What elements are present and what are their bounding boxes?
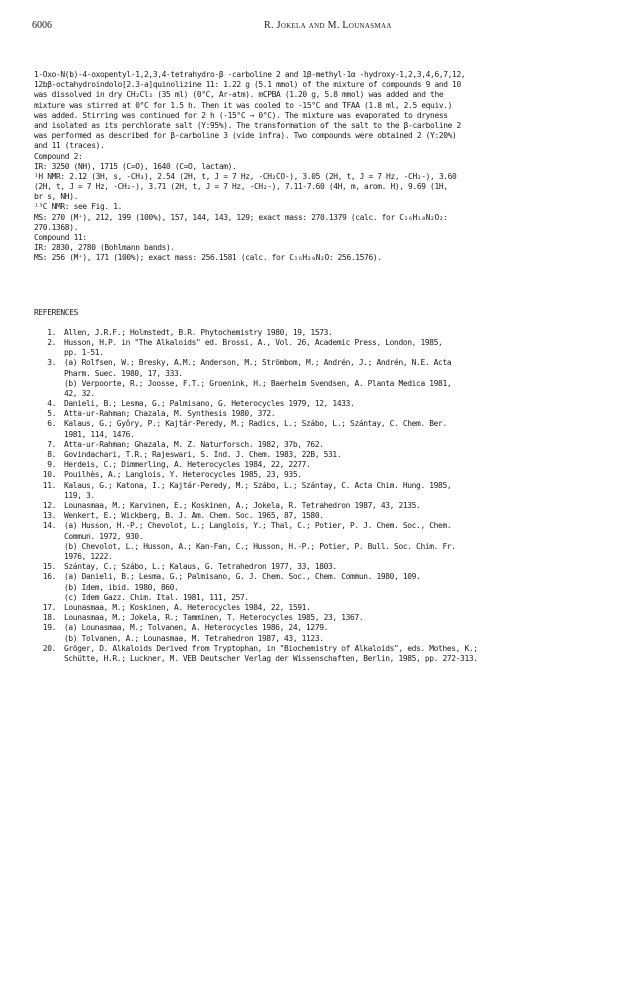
- reference-item: [34, 338, 610, 358]
- reference-text-line: Lounasmaa, M.; Karvinen, E.; Koskinen, A.; Jokela, R. Tetrahedron 1987, 43, 2135.: [64, 501, 421, 511]
- reference-item: [34, 470, 610, 480]
- experimental-line: Compound 2:: [34, 151, 83, 161]
- reference-text-line: (b) Idem, ibid. 1980, 860.: [64, 582, 179, 592]
- reference-text-line: Pharm. Suec. 1980, 17, 333.: [64, 368, 183, 378]
- reference-text-line: (c) Idem Gazz. Chim. Ital. 1981, 111, 257.: [64, 592, 249, 602]
- reference-item: [34, 613, 610, 623]
- reference-item: [34, 460, 610, 470]
- reference-item: [34, 623, 610, 643]
- running-title: R. Jokela and M. Lounasmaa: [264, 20, 392, 31]
- experimental-line: was performed as described for β-carboline 3 (vide infra). Two compounds were obtained 2 (Y:20%): [34, 131, 457, 141]
- reference-text-line: 1981, 114, 1476.: [64, 429, 135, 439]
- reference-text-line: Husson, H.P. in "The Alkaloids" ed. Brossi, A., Vol. 26, Academic Press, London, 1985,: [64, 337, 443, 347]
- reference-text-line: Allen, J.R.F.; Holmstedt, B.R. Phytochemistry 1980, 19, 1573.: [64, 327, 333, 337]
- experimental-line: br s, NH).: [34, 192, 79, 202]
- reference-text-line: (a) Husson, H.-P.; Chevolot, L.; Langlois, Y.; Thal, C.; Potier, P. J. Chem. Soc., Chem.: [64, 521, 452, 531]
- experimental-line: and 11 (traces).: [34, 141, 105, 151]
- reference-number: 3.: [47, 358, 56, 368]
- reference-text-line: Pouilhès, A.; Langlois, Y. Heterocycles 1985, 23, 935.: [64, 470, 302, 480]
- reference-item: [34, 511, 610, 521]
- reference-text-line: Kalaus, G.; Katona, I.; Kajtár-Peredy, M.; Szábo, L.; Szántay, C. Acta Chim. Hung. 1985,: [64, 480, 452, 490]
- reference-text-line: (b) Chevolot, L.; Husson, A.; Kan-Fan, C.; Husson, H.-P.; Potier, P. Bull. Soc. Chim. Fr.: [64, 541, 456, 551]
- reference-item: [34, 572, 610, 603]
- reference-text-line: Gröger, D. Alkaloids Derived from Tryptophan, in "Biochemistry of Alkaloids", eds. Mothes, K.;: [64, 643, 478, 653]
- article-body: [34, 70, 610, 664]
- reference-number: 10.: [42, 470, 56, 480]
- reference-item: [34, 440, 610, 450]
- reference-number: 6.: [47, 419, 56, 429]
- experimental-line: MS: 256 (M⁺), 171 (100%); exact mass: 256.1581 (calc. for C₁₆H₂₀N₂O: 256.1576).: [34, 253, 382, 263]
- reference-item: [34, 358, 610, 399]
- page-number: 6006: [32, 20, 52, 31]
- reference-number: 2.: [47, 337, 56, 347]
- experimental-line: was dissolved in dry CH₂Cl₂ (35 ml) (0°C, Ar-atm). mCPBA (1.20 g, 5.8 mmol) was added and the: [34, 90, 444, 100]
- reference-item: [34, 481, 610, 501]
- reference-text-line: 119, 3.: [64, 490, 95, 500]
- reference-number: 12.: [42, 501, 56, 511]
- reference-number: 7.: [47, 439, 56, 449]
- experimental-line: and isolated as its perchlorate salt (Y:95%). The transformation of the salt to the β-carboline 2: [34, 120, 461, 130]
- reference-item: [34, 419, 610, 439]
- reference-item: [34, 603, 610, 613]
- reference-text-line: Kalaus, G.; Győry, P.; Kajtár-Peredy, M.; Radics, L.; Szábo, L.; Szántay, C. Chem. Ber.: [64, 419, 447, 429]
- reference-number: 15.: [42, 562, 56, 572]
- experimental-line: 12bβ-octahydroindolo[2.3-a]quinolizine 11: 1.22 g (5.1 mmol) of the mixture of compounds 9 and 10: [34, 80, 461, 90]
- reference-text-line: Szántay, C.; Szábo, L.; Kalaus, G. Tetrahedron 1977, 33, 1803.: [64, 562, 337, 572]
- reference-item: [34, 328, 610, 338]
- reference-text-line: (b) Verpoorte, R.; Joosse, F.T.; Groenink, H.; Baerheim Svendsen, A. Planta Medica 1981,: [64, 378, 452, 388]
- reference-item: [34, 450, 610, 460]
- reference-number: 5.: [47, 409, 56, 419]
- experimental-line: was added. Stirring was continued for 2 h (-15°C → 0°C). The mixture was evaporated to dryness: [34, 110, 448, 120]
- reference-number: 9.: [47, 460, 56, 470]
- reference-number: 11.: [42, 480, 56, 490]
- reference-item: [34, 409, 610, 419]
- reference-text-line: Atta-ur-Rahman; Ghazala, M. Z. Naturforsch. 1982, 37b, 762.: [64, 439, 324, 449]
- reference-text-line: Lounasmaa, M.; Koskinen, A. Heterocycles 1984, 22, 1591.: [64, 602, 311, 612]
- reference-number: 20.: [42, 643, 56, 653]
- experimental-line: (2H, t, J = 7 Hz, -CH₂-), 3.71 (2H, t, J = 7 Hz, -CH₂-), 7.11-7.60 (4H, m, arom. H), 9.69 (1H,: [34, 182, 448, 192]
- experimental-line: IR: 3250 (NH), 1715 (C=O), 1640 (C=O, lactam).: [34, 161, 237, 171]
- reference-text-line: Schütte, H.R.; Luckner, M. VEB Deutscher Verlag der Wissenschaften, Berlin, 1985, pp. 272-313.: [64, 653, 478, 663]
- references-list: [34, 328, 610, 664]
- reference-number: 8.: [47, 450, 56, 460]
- reference-number: 1.: [47, 327, 56, 337]
- reference-text-line: Atta-ur-Rahman; Chazala, M. Synthesis 1980, 372.: [64, 409, 276, 419]
- reference-text-line: 1976, 1222.: [64, 552, 113, 562]
- experimental-line: 270.1368).: [34, 222, 79, 232]
- reference-item: [34, 644, 610, 664]
- experimental-line: mixture was stirred at 0°C for 1.5 h. Then it was cooled to -15°C and TFAA (1.8 ml, 2.5 equiv.): [34, 100, 453, 110]
- reference-text-line: (b) Tolvanen, A.; Lounasmaa, M. Tetrahedron 1987, 43, 1123.: [64, 633, 324, 643]
- reference-text-line: Govindachari, T.R.; Rajeswari, S. Ind. J. Chem. 1983, 22B, 531.: [64, 450, 342, 460]
- experimental-line: Compound 11:: [34, 233, 87, 242]
- experimental-line: ¹³C NMR: see Fig. 1.: [34, 202, 123, 212]
- experimental-line: IR: 2830, 2780 (Bohlmann bands).: [34, 243, 175, 253]
- reference-text-line: (a) Danieli, B.; Lesma, G.; Palmisano, G. J. Chem. Soc., Chem. Commun. 1980, 109.: [64, 572, 421, 582]
- experimental-line: 1-Oxo-N(b)-4-oxopentyl-1,2,3,4-tetrahydro-β -carboline 2 and 1β-methyl-1α -hydroxy-1,2,3,4,6,7,12,: [34, 70, 466, 79]
- reference-number: 4.: [47, 399, 56, 409]
- reference-text-line: Lounasmaa, M.; Jokela, R.; Tamminen, T. Heterocycles 1985, 23, 1367.: [64, 613, 364, 623]
- reference-number: 13.: [42, 511, 56, 521]
- reference-item: [34, 521, 610, 562]
- page-header: [32, 20, 603, 34]
- reference-number: 16.: [42, 572, 56, 582]
- reference-text-line: pp. 1-51.: [64, 348, 104, 358]
- reference-text-line: (a) Rolfsen, W.; Bresky, A.M.; Anderson, M.; Strömbom, M.; Andrén, J.; Andrén, N.E. Acta: [64, 358, 452, 368]
- reference-text-line: 42, 32.: [64, 388, 95, 398]
- reference-item: [34, 399, 610, 409]
- reference-number: 18.: [42, 613, 56, 623]
- reference-number: 17.: [42, 602, 56, 612]
- references-heading: REFERENCES: [34, 307, 79, 317]
- reference-text-line: Danieli, B.; Lesma, G.; Palmisano, G. Heterocycles 1979, 12, 1433.: [64, 399, 355, 409]
- reference-item: [34, 562, 610, 572]
- reference-text-line: Commun. 1972, 930.: [64, 531, 144, 541]
- reference-item: [34, 501, 610, 511]
- reference-number: 19.: [42, 623, 56, 633]
- reference-text-line: Wenkert, E.; Wickberg, B. J. Am. Chem. Soc. 1965, 87, 1580.: [64, 511, 324, 521]
- experimental-line: MS: 270 (M⁺), 212, 199 (100%), 157, 144, 143, 129; exact mass: 270.1379 (calc. for C₁₆H₁₈N₂O₂:: [34, 212, 448, 222]
- experimental-section: [34, 70, 610, 264]
- experimental-line: ¹H NMR: 2.12 (3H, s, -CH₃), 2.54 (2H, t, J = 7 Hz, -CH₂CO-), 3.05 (2H, t, J = 7 Hz, -CH₂-), 3.60: [34, 171, 457, 181]
- reference-text-line: (a) Lounasmaa, M.; Tolvanen, A. Heterocycles 1986, 24, 1279.: [64, 623, 329, 633]
- reference-text-line: Herdeis, C.; Dimmerling, A. Heterocycles 1984, 22, 2277.: [64, 460, 311, 470]
- reference-number: 14.: [42, 521, 56, 531]
